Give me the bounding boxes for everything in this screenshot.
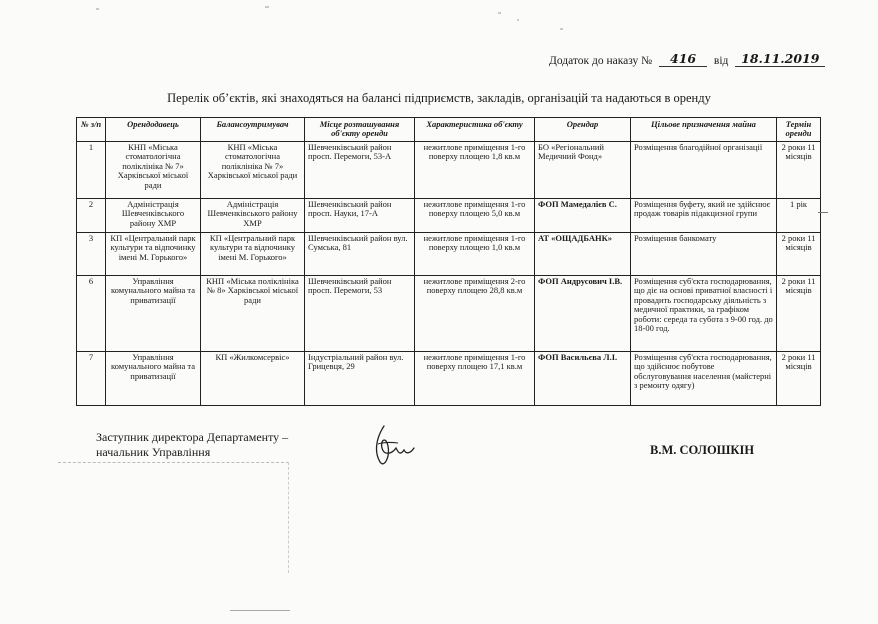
edge-mark (818, 212, 828, 213)
cell-number: 6 (77, 276, 106, 352)
cell-location: Шевченківський район вул. Сумська, 81 (305, 233, 415, 276)
cell-tenant: ФОП Андрусович І.В. (535, 276, 631, 352)
cell-purpose: Розміщення благодійної організації (631, 142, 777, 199)
cell-characteristic: нежитлове приміщення 1-го поверху площею 1,8 кв.м (415, 142, 535, 199)
cell-location: Індустріальний район вул. Грицевця, 29 (305, 352, 415, 406)
cell-lessor: Управління комунального майна та приватизації (106, 352, 201, 406)
cell-tenant: АТ «ОЩАДБАНК» (535, 233, 631, 276)
cell-number: 7 (77, 352, 106, 406)
cell-location: Шевченківський район просп. Перемоги, 53-А (305, 142, 415, 199)
document-title: Перелік об’єктів, які знаходяться на балансі підприємств, закладів, організацій та надаються в оренду (167, 91, 711, 105)
appendix-label: Додаток до наказу № (549, 55, 653, 67)
table-row (77, 276, 821, 352)
order-date: 18.11.2019 (735, 52, 825, 67)
cell-purpose: Розміщення суб'єкта господарювання, що здійснює побутове обслуговування населення (майстерні з ремонту одягу) (631, 352, 777, 406)
handwritten-signature (370, 418, 420, 470)
cell-number: 1 (77, 142, 106, 199)
column-header: Балансоутримувач (201, 118, 305, 142)
cell-characteristic: нежитлове приміщення 2-го поверху площею 28,8 кв.м (415, 276, 535, 352)
lease-table (76, 117, 821, 406)
table-row (77, 352, 821, 406)
scan-speck (498, 12, 501, 14)
table-row (77, 233, 821, 276)
table-row (77, 199, 821, 233)
order-number: 416 (659, 52, 707, 67)
cell-number: 3 (77, 233, 106, 276)
scan-speck (517, 19, 519, 21)
appendix-line (549, 52, 825, 67)
position-line-2: начальник Управління (96, 445, 211, 459)
cell-characteristic: нежитлове приміщення 1-го поверху площею 1,0 кв.м (415, 233, 535, 276)
scan-speck (560, 28, 563, 30)
cell-location: Шевченківський район просп. Перемоги, 53 (305, 276, 415, 352)
signatory-name: В.М. СОЛОШКІН (650, 443, 755, 457)
column-header: Орендар (535, 118, 631, 142)
cell-term: 1 рік (777, 199, 821, 233)
column-header: Місце розташування об'єкту оренди (305, 118, 415, 142)
cell-purpose: Розміщення суб'єкта господарювання, що діє на основі приватної власності і провадить господарську діяльність з медичної практики, за графіком роботи: середа та субота з 9-00 год. до 18-00 год. (631, 276, 777, 352)
column-header: Термін оренди (777, 118, 821, 142)
cell-holder: Адміністрація Шевченківського району ХМР (201, 199, 305, 233)
signatory-position (96, 430, 288, 460)
cell-lessor: Управління комунального майна та приватизації (106, 276, 201, 352)
cell-characteristic: нежитлове приміщення 1-го поверху площею 5,0 кв.м (415, 199, 535, 233)
column-header: Цільове призначення майна (631, 118, 777, 142)
column-header: Характеристика об'єкту (415, 118, 535, 142)
cell-holder: КП «Жилкомсервіс» (201, 352, 305, 406)
position-line-1: Заступник директора Департаменту – (96, 430, 289, 444)
cell-number: 2 (77, 199, 106, 233)
cell-lessor: КП «Центральний парк культури та відпочинку імені М. Горького» (106, 233, 201, 276)
cell-purpose: Розміщення банкомату (631, 233, 777, 276)
faint-stamp-area (58, 462, 289, 573)
cell-term: 2 роки 11 місяців (777, 233, 821, 276)
cell-holder: КП «Центральний парк культури та відпочинку імені М. Горького» (201, 233, 305, 276)
cell-purpose: Розміщення буфету, який не здійснює продаж товарів підакцизної групи (631, 199, 777, 233)
cell-tenant: ФОП Мамедалієв С. (535, 199, 631, 233)
cell-lessor: КНП «Міська стоматологічна поліклініка № 7» Харківської міської ради (106, 142, 201, 199)
cell-lessor: Адміністрація Шевченківського району ХМР (106, 199, 201, 233)
cell-term: 2 роки 11 місяців (777, 142, 821, 199)
column-header: № з/п (77, 118, 106, 142)
cell-location: Шевченківський район просп. Науки, 17-А (305, 199, 415, 233)
cell-holder: КНП «Міська поліклініка № 8» Харківської міської ради (201, 276, 305, 352)
cell-characteristic: нежитлове приміщення 1-го поверху площею 17,1 кв.м (415, 352, 535, 406)
cell-tenant: БО «Регіональний Медичний Фонд» (535, 142, 631, 199)
date-prefix: від (713, 55, 729, 67)
cell-holder: КНП «Міська стоматологічна поліклініка № 7» Харківської міської ради (201, 142, 305, 199)
footer-line (230, 610, 290, 611)
cell-term: 2 роки 11 місяців (777, 352, 821, 406)
scan-speck (265, 6, 269, 8)
table-header-row (77, 118, 821, 142)
table-row (77, 142, 821, 199)
scan-speck (96, 8, 99, 10)
cell-term: 2 роки 11 місяців (777, 276, 821, 352)
column-header: Орендодавець (106, 118, 201, 142)
cell-tenant: ФОП Васильєва Л.І. (535, 352, 631, 406)
